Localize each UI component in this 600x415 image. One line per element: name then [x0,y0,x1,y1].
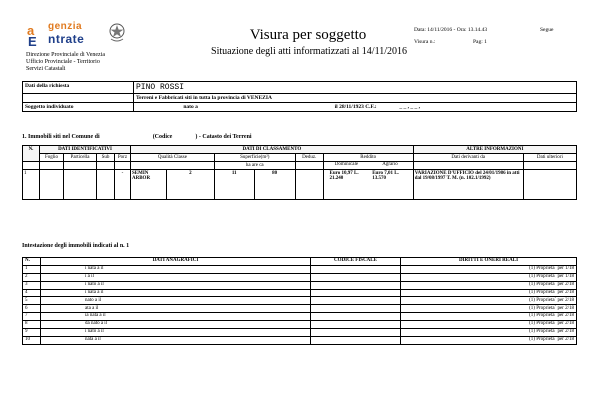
table-row [23,289,577,297]
int-row-anagrafici: i nata a il [41,265,311,273]
richiesta-name: PINO ROSSI [134,82,577,94]
agenzia-logo-mark-icon [26,23,48,47]
soggetto-nato-il: il 28/11/1923 C.F.: [334,104,377,110]
int-row-anagrafici: i nata a il [41,289,311,297]
page-subtitle: Situazione degli atti informatizzati al 14/11/2016 [211,46,407,57]
int-row-diritti: (1) Proprieta` per 2/18 [401,289,577,297]
int-row-cf [311,305,401,313]
page-number: Pag: 1 [473,39,487,45]
col-porz: Porz [115,154,131,162]
int-row-diritti: (1) Proprieta` per 1/18 [401,273,577,281]
row-are: 11 [214,170,254,200]
int-row-n: 1 [23,265,41,273]
immobili-table [22,145,577,200]
col-dati-derivanti: Dati derivanti da [413,154,523,162]
int-row-n: 8 [23,321,41,329]
direzione-line-1: Direzione Provinciale di Venezia [26,52,106,58]
int-row-cf [311,313,401,321]
int-col-diritti: DIRITTI E ONERI REALI [401,258,577,266]
col-superficie: Superficie(m²) [214,154,295,162]
segue-label: Segue [540,27,554,33]
int-row-anagrafici: da nato a il [41,321,311,329]
int-row-anagrafici: nato a il [41,297,311,305]
col-deduz: Deduz. [295,154,323,162]
col-reddito: Reddito [323,154,413,162]
table-row [23,305,577,313]
table-row [23,329,577,337]
row-qualita: SEMIN ARBOR [131,170,167,200]
int-row-diritti: (1) Proprieta` per 1/18 [401,265,577,273]
int-row-diritti: (1) Proprieta` per 2/18 [401,313,577,321]
int-row-anagrafici: i a il [41,273,311,281]
int-row-cf [311,336,401,344]
col-qualita-classe: Qualità Classe [131,154,215,162]
col-particella: Particella [64,154,97,162]
int-col-codice-fiscale: CODICE FISCALE [311,258,401,266]
table-row [23,170,577,200]
row-n: 1 [23,170,40,200]
soggetto-cf: _ _ , _ _ , [399,104,420,110]
int-row-n: 7 [23,313,41,321]
int-row-diritti: (1) Proprieta` per 2/18 [401,321,577,329]
int-row-n: 10 [23,336,41,344]
row-classe: 2 [167,170,215,200]
col-sub: Sub [97,154,115,162]
int-row-n: 3 [23,281,41,289]
col-n-header: N. [23,146,40,162]
richiesta-table [22,81,577,112]
int-row-cf [311,265,401,273]
row-reddito [323,170,413,200]
int-row-n: 9 [23,329,41,337]
soggetto-individuato-label: Soggetto individuato [23,103,134,112]
int-row-anagrafici: i nato a il [41,329,311,337]
dati-richiesta-label: Dati della richiesta [23,82,134,94]
int-row-n: 6 [23,305,41,313]
dati-identificativi-header: DATI IDENTIFICATIVI [40,146,131,154]
italian-republic-emblem-icon [108,21,126,43]
int-row-diritti: (1) Proprieta` per 2/18 [401,297,577,305]
int-row-cf [311,329,401,337]
int-row-n: 2 [23,273,41,281]
table-row [23,265,577,273]
int-row-n: 4 [23,289,41,297]
int-row-anagrafici: ia nata a il [41,313,311,321]
reddito-dominicale-label: Dominicale [334,162,359,167]
int-row-n: 5 [23,297,41,305]
row-dati-derivanti: VARIAZIONE D'UFFICIO del 24/01/1986 in atti dal 19/08/1997 T. M. (n. 102.1/1992) [413,170,523,200]
int-row-cf [311,297,401,305]
row-porz: - [115,170,131,200]
row-dominicale: Euro 10,97 L. 21.240 [329,171,359,181]
svg-text:a: a [27,23,35,38]
int-row-cf [311,281,401,289]
table-row [23,313,577,321]
dati-classamento-header: DATI DI CLASSAMENTO [131,146,414,154]
table-row [23,321,577,329]
table-row [23,336,577,344]
int-row-diritti: (1) Proprieta` per 2/18 [401,336,577,344]
soggetto-details [134,103,577,112]
table-row [23,281,577,289]
data-ora: Data: 14/11/2016 - Ora: 13.14.43 [414,27,488,33]
agenzia-entrate-logo [26,21,126,51]
int-row-cf [311,321,401,329]
int-row-diritti: (1) Proprieta` per 2/18 [401,305,577,313]
int-row-anagrafici: i nato a il [41,281,311,289]
row-ca: 80 [254,170,295,200]
int-col-n: N. [23,258,41,266]
int-row-anagrafici: ata a il [41,305,311,313]
reddito-agrario-label: Agrario [382,162,398,167]
int-row-anagrafici: nata a il [41,336,311,344]
superficie-subheader: ha are ca [214,162,295,170]
int-row-diritti: (1) Proprieta` per 2/18 [401,329,577,337]
direzione-line-3: Servizi Catastali [26,66,66,72]
reddito-subheader [323,162,413,170]
richiesta-terreni: Terreni e Fabbricati siti in tutta la provincia di VENEZIA [134,94,577,103]
direzione-line-2: Ufficio Provinciale - Territorio [26,59,100,65]
altre-informazioni-header: ALTRE INFORMAZIONI [413,146,576,154]
int-row-cf [311,289,401,297]
svg-text:E: E [28,34,37,47]
visura-number: Visura n.: [414,39,436,45]
section-2-title: Intestazione degli immobili indicati al n. 1 [22,243,130,249]
logo-text-agenzia: genzia [48,21,83,32]
table-row [23,273,577,281]
intestazione-table [22,257,577,345]
logo-text-entrate: ntrate [48,32,85,46]
section-1-title: 1. Immobili siti nel Comune di (Codice ) - Catasto dei Terreni [22,134,252,140]
page-title: Visura per soggetto [249,27,367,43]
int-row-cf [311,273,401,281]
col-dati-ulteriori: Dati ulteriori [523,154,576,162]
int-col-dati-anagrafici: DATI ANAGRAFICI [41,258,311,266]
col-foglio: Foglio [40,154,64,162]
row-agrario: Euro 7,01 L. 13.570 [372,171,399,181]
soggetto-nato-a: nato a [183,104,198,110]
table-row [23,297,577,305]
int-row-diritti: (1) Proprieta` per 2/18 [401,281,577,289]
